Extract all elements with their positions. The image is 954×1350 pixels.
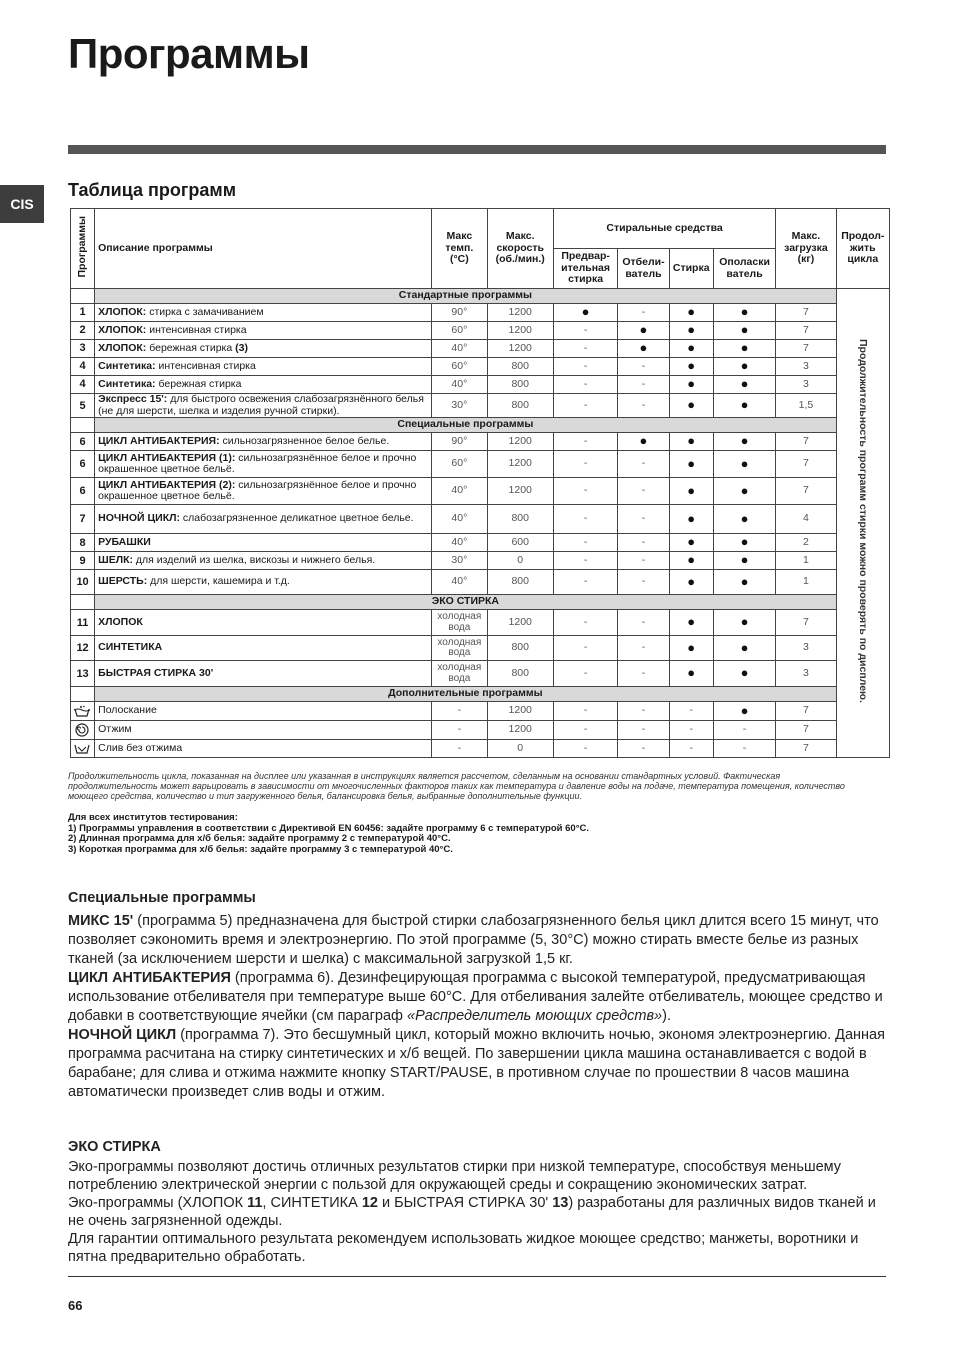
load-cell: 3 [776, 661, 836, 687]
program-description: РУБАШКИ [95, 534, 432, 552]
softener-cell: ● [713, 552, 775, 570]
program-description: ШЕРСТЬ: для шерсти, кашемира и т.д. [95, 570, 432, 595]
eco-heading: ЭКО СТИРКА [68, 1139, 161, 1155]
bleach-cell: - [618, 376, 669, 394]
load-cell: 7 [776, 304, 836, 322]
spin-icon [74, 723, 90, 737]
bleach-cell: - [618, 451, 669, 478]
temp-cell: 40° [432, 478, 487, 505]
prewash-cell: - [553, 358, 617, 376]
page-title: Программы [68, 30, 310, 77]
program-number: 5 [71, 394, 95, 418]
speed-cell: 1200 [487, 702, 553, 721]
wash-cell: ● [669, 376, 713, 394]
softener-cell: ● [713, 433, 775, 451]
wash-cell: ● [669, 505, 713, 534]
program-number: 3 [71, 340, 95, 358]
table-row [71, 358, 890, 376]
speed-cell: 1200 [487, 451, 553, 478]
wash-cell: ● [669, 433, 713, 451]
bleach-cell: - [618, 702, 669, 721]
wash-cell: - [669, 721, 713, 740]
header-programs: Программы [71, 209, 95, 289]
temp-cell: 40° [432, 570, 487, 595]
bleach-cell: - [618, 610, 669, 636]
prewash-cell: - [553, 636, 617, 661]
softener-cell: ● [713, 505, 775, 534]
load-cell: 1,5 [776, 394, 836, 418]
temp-cell: 40° [432, 340, 487, 358]
table-row [71, 661, 890, 687]
rinse-icon [73, 705, 91, 718]
temp-cell: холодная вода [432, 610, 487, 636]
bleach-cell: - [618, 740, 669, 758]
temp-cell: холодная вода [432, 661, 487, 687]
wash-cell: ● [669, 322, 713, 340]
group-spacer [71, 418, 95, 433]
bleach-cell: - [618, 570, 669, 595]
speed-cell: 600 [487, 534, 553, 552]
prewash-cell: - [553, 534, 617, 552]
softener-cell: ● [713, 451, 775, 478]
table-row [71, 340, 890, 358]
program-description: ХЛОПОК: интенсивная стирка [95, 322, 432, 340]
prewash-cell: - [553, 721, 617, 740]
load-cell: 2 [776, 534, 836, 552]
temp-cell: 60° [432, 358, 487, 376]
program-description: Синтетика: бережная стирка [95, 376, 432, 394]
antibacteria-paragraph: ЦИКЛ АНТИБАКТЕРИЯ (программа 6). Дезинфецирующая программа с высокой температурой, предусматривающая использование отбеливателя при температуре выше 60°C. Для отбеливания залейте отбеливатель, моющее средство и добавки в соответствующие ячейки (см параграф «Распределитель моющих средств»). [68, 970, 883, 1024]
table-row [71, 702, 890, 721]
header-max-load: Макс. загрузка (кг) [776, 209, 836, 289]
program-number: 8 [71, 534, 95, 552]
table-row [71, 376, 890, 394]
softener-cell: ● [713, 394, 775, 418]
group-label: Дополнительные программы [95, 687, 836, 702]
group-row-standard [71, 289, 890, 304]
load-cell: 7 [776, 451, 836, 478]
program-description: ХЛОПОК: бережная стирка (3) [95, 340, 432, 358]
wash-cell: ● [669, 340, 713, 358]
testing-notes [68, 813, 888, 856]
table-row [71, 304, 890, 322]
softener-cell: ● [713, 322, 775, 340]
program-description: ЦИКЛ АНТИБАКТЕРИЯ: сильнозагрязненное белое белье. [95, 433, 432, 451]
speed-cell: 800 [487, 636, 553, 661]
table-row [71, 534, 890, 552]
group-spacer [71, 595, 95, 610]
wash-cell: ● [669, 636, 713, 661]
temp-cell: - [432, 721, 487, 740]
group-row-eco [71, 595, 890, 610]
softener-cell: ● [713, 636, 775, 661]
program-description: БЫСТРАЯ СТИРКА 30' [95, 661, 432, 687]
eco-paragraph: Для гарантии оптимального результата рекомендуем использовать жидкое моющее средство; манжеты, воротники и пятна предварительно обработать. [68, 1231, 859, 1265]
speed-cell: 800 [487, 358, 553, 376]
program-description: Экспресс 15': для быстрого освежения слабозагрязнённого белья (не для шерсти, шелка и изделия ручной стирки). [95, 394, 432, 418]
program-table [70, 208, 890, 758]
load-cell: 1 [776, 552, 836, 570]
wash-cell: ● [669, 394, 713, 418]
speed-cell: 0 [487, 552, 553, 570]
program-description: НОЧНОЙ ЦИКЛ: слабозагрязненное деликатное цветное белье. [95, 505, 432, 534]
speed-cell: 1200 [487, 721, 553, 740]
temp-cell: 90° [432, 433, 487, 451]
speed-cell: 1200 [487, 478, 553, 505]
group-spacer [71, 289, 95, 304]
temp-cell: холодная вода [432, 636, 487, 661]
speed-cell: 800 [487, 376, 553, 394]
wash-cell: ● [669, 358, 713, 376]
speed-cell: 1200 [487, 433, 553, 451]
softener-cell: ● [713, 478, 775, 505]
eco-paragraph: Эко-программы (ХЛОПОК 11, СИНТЕТИКА 12 и БЫСТРАЯ СТИРКА 30' 13) разработаны для различных видов тканей и не очень загрязненной одежды. [68, 1195, 876, 1229]
program-number [71, 740, 95, 758]
header-wash: Стирка [669, 249, 713, 289]
page-number: 66 [68, 1298, 83, 1313]
prewash-cell: - [553, 478, 617, 505]
program-number: 6 [71, 451, 95, 478]
header-prewash: Предвар-ительная стирка [553, 249, 617, 289]
prewash-cell: ● [553, 304, 617, 322]
testing-line: 3) Короткая программа для х/б белья: задайте программу 3 с температурой 40°C. [68, 843, 453, 855]
load-cell: 7 [776, 610, 836, 636]
wash-cell: - [669, 702, 713, 721]
load-cell: 7 [776, 721, 836, 740]
drain-icon [73, 742, 91, 755]
temp-cell: - [432, 740, 487, 758]
load-cell: 3 [776, 636, 836, 661]
mix-paragraph: МИКС 15' (программа 5) предназначена для быстрой стирки слабозагрязненного белья цикл длится всего 15 минут, что позволяет сэкономить время и электроэнергию. По этой программе (5, 30°C) можно стирать вместе белье из разных тканей (за исключением шерсти и шелка) с максимальной загрузкой 1,5 кг. [68, 913, 879, 967]
program-number: 2 [71, 322, 95, 340]
table-row [71, 394, 890, 418]
table-row [71, 740, 890, 758]
bleach-cell: - [618, 534, 669, 552]
program-number: 13 [71, 661, 95, 687]
night-paragraph: НОЧНОЙ ЦИКЛ (программа 7). Это бесшумный цикл, который можно включить ночью, экономя электроэнергию. Данная программа расчитана на стирку синтетических и х/б вещей. По завершении цикла машина останавливается с водой в барабане; для слива и отжима нажмите кнопку START/PAUSE, в противном случае по прошествии 8 часов машина автоматически произведет слив воды и отжим. [68, 1027, 885, 1100]
bleach-cell: - [618, 478, 669, 505]
program-number: 4 [71, 376, 95, 394]
program-description: СИНТЕТИКА [95, 636, 432, 661]
prewash-cell: - [553, 322, 617, 340]
program-number: 10 [71, 570, 95, 595]
prewash-cell: - [553, 661, 617, 687]
wash-cell: ● [669, 478, 713, 505]
table-row [71, 610, 890, 636]
temp-cell: - [432, 702, 487, 721]
table-row [71, 570, 890, 595]
table-row [71, 505, 890, 534]
speed-cell: 1200 [487, 322, 553, 340]
special-programs-section [68, 889, 886, 1102]
speed-cell: 800 [487, 394, 553, 418]
load-cell: 7 [776, 322, 836, 340]
program-description: Синтетика: интенсивная стирка [95, 358, 432, 376]
bleach-cell: ● [618, 340, 669, 358]
program-description: ХЛОПОК [95, 610, 432, 636]
temp-cell: 90° [432, 304, 487, 322]
load-cell: 7 [776, 478, 836, 505]
table-row [71, 433, 890, 451]
program-number: 4 [71, 358, 95, 376]
load-cell: 7 [776, 340, 836, 358]
group-row-special [71, 418, 890, 433]
program-number [71, 721, 95, 740]
temp-cell: 40° [432, 376, 487, 394]
program-number: 12 [71, 636, 95, 661]
testing-line: 1) Программы управления в соответствии с Директивой EN 60456: задайте программу 6 с температурой 60°C. [68, 822, 589, 834]
speed-cell: 1200 [487, 304, 553, 322]
temp-cell: 40° [432, 534, 487, 552]
speed-cell: 800 [487, 661, 553, 687]
speed-cell: 1200 [487, 340, 553, 358]
prewash-cell: - [553, 394, 617, 418]
prewash-cell: - [553, 702, 617, 721]
wash-cell: ● [669, 451, 713, 478]
softener-cell: ● [713, 661, 775, 687]
speed-cell: 800 [487, 570, 553, 595]
wash-cell: ● [669, 534, 713, 552]
load-cell: 3 [776, 358, 836, 376]
prewash-cell: - [553, 433, 617, 451]
wash-cell: ● [669, 661, 713, 687]
load-cell: 7 [776, 433, 836, 451]
bleach-cell: - [618, 505, 669, 534]
program-description: Полоскание [95, 702, 432, 721]
header-max-speed: Макс. скорость (об./мин.) [487, 209, 553, 289]
prewash-cell: - [553, 340, 617, 358]
cis-tab: CIS [0, 185, 44, 223]
table-row [71, 552, 890, 570]
bleach-cell: - [618, 721, 669, 740]
prewash-cell: - [553, 570, 617, 595]
duration-footnote: Продолжительность цикла, показанная на дисплее или указанная в инструкциях является рассчетом, сделанным на основании стандартных условий. Фактическая продолжительность может варьировать в зависимости от многочисленных факторов таких как температура и давление воды на подаче, температура помещения, количество моющего средства, количество и тип загруженного белья, балансировка белья, выбранные дополнительные функции. [68, 771, 845, 802]
temp-cell: 40° [432, 505, 487, 534]
softener-cell: ● [713, 340, 775, 358]
header-description: Описание программы [95, 209, 432, 289]
table-row [71, 451, 890, 478]
wash-cell: ● [669, 304, 713, 322]
softener-cell: ● [713, 610, 775, 636]
prewash-cell: - [553, 451, 617, 478]
softener-cell: - [713, 740, 775, 758]
load-cell: 3 [776, 376, 836, 394]
softener-cell: ● [713, 358, 775, 376]
load-cell: 1 [776, 570, 836, 595]
testing-heading: Для всех институтов тестирования: [68, 812, 238, 823]
wash-cell: ● [669, 610, 713, 636]
testing-line: 2) Длинная программа для х/б белья: задайте программу 2 с температурой 40°C. [68, 833, 451, 845]
load-cell: 7 [776, 702, 836, 721]
program-description: Слив без отжима [95, 740, 432, 758]
program-number: 6 [71, 433, 95, 451]
header-softener: Ополаски ватель [713, 249, 775, 289]
table-row [71, 721, 890, 740]
softener-cell: ● [713, 304, 775, 322]
program-number: 1 [71, 304, 95, 322]
program-number: 6 [71, 478, 95, 505]
prewash-cell: - [553, 610, 617, 636]
bleach-cell: - [618, 304, 669, 322]
prewash-cell: - [553, 505, 617, 534]
load-cell: 4 [776, 505, 836, 534]
program-number: 11 [71, 610, 95, 636]
load-cell: 7 [776, 740, 836, 758]
program-description: ХЛОПОК: стирка с замачиванием [95, 304, 432, 322]
bleach-cell: - [618, 636, 669, 661]
table-row [71, 322, 890, 340]
softener-cell: ● [713, 376, 775, 394]
program-description: ЦИКЛ АНТИБАКТЕРИЯ (1): сильнозагрязнённое белое и прочно окрашенное цветное бельё. [95, 451, 432, 478]
bleach-cell: - [618, 552, 669, 570]
temp-cell: 60° [432, 451, 487, 478]
group-label: ЭКО СТИРКА [95, 595, 836, 610]
temp-cell: 30° [432, 394, 487, 418]
softener-cell: ● [713, 702, 775, 721]
bleach-cell: - [618, 358, 669, 376]
header-bleach: Отбели-ватель [618, 249, 669, 289]
title-divider [68, 145, 886, 154]
softener-cell: ● [713, 570, 775, 595]
eco-paragraph: Эко-программы позволяют достичь отличных результатов стирки при низкой температуре, способствуя меньшему потреблению электрической энергии с пользой для окружающей среды и сокращению экономических затрат. [68, 1159, 842, 1193]
speed-cell: 0 [487, 740, 553, 758]
bleach-cell: ● [618, 433, 669, 451]
table-row [71, 636, 890, 661]
header-duration: Продол-жить цикла [836, 209, 889, 289]
duration-side-note: Продолжительность программ стирки можно проверять по дисплею. [836, 289, 889, 758]
softener-cell: - [713, 721, 775, 740]
bleach-cell: ● [618, 322, 669, 340]
speed-cell: 1200 [487, 610, 553, 636]
prewash-cell: - [553, 740, 617, 758]
section-title: Таблица программ [68, 180, 237, 200]
group-label: Специальные программы [95, 418, 836, 433]
special-heading: Специальные программы [68, 890, 256, 906]
program-number: 9 [71, 552, 95, 570]
softener-cell: ● [713, 534, 775, 552]
group-label: Стандартные программы [95, 289, 836, 304]
prewash-cell: - [553, 552, 617, 570]
group-spacer [71, 687, 95, 702]
eco-section [68, 1138, 886, 1266]
program-number [71, 702, 95, 721]
table-row [71, 478, 890, 505]
footer-divider [68, 1276, 886, 1277]
program-description: Отжим [95, 721, 432, 740]
bleach-cell: - [618, 394, 669, 418]
group-row-additional [71, 687, 890, 702]
wash-cell: ● [669, 570, 713, 595]
wash-cell: ● [669, 552, 713, 570]
program-description: ШЕЛК: для изделий из шелка, вискозы и нижнего белья. [95, 552, 432, 570]
bleach-cell: - [618, 661, 669, 687]
program-description: ЦИКЛ АНТИБАКТЕРИЯ (2): сильнозагрязнённое белое и прочно окрашенное цветное бельё. [95, 478, 432, 505]
program-number: 7 [71, 505, 95, 534]
temp-cell: 30° [432, 552, 487, 570]
header-max-temp: Макс темп. (°C) [432, 209, 487, 289]
wash-cell: - [669, 740, 713, 758]
prewash-cell: - [553, 376, 617, 394]
temp-cell: 60° [432, 322, 487, 340]
speed-cell: 800 [487, 505, 553, 534]
header-detergents: Стиральные средства [553, 209, 775, 249]
